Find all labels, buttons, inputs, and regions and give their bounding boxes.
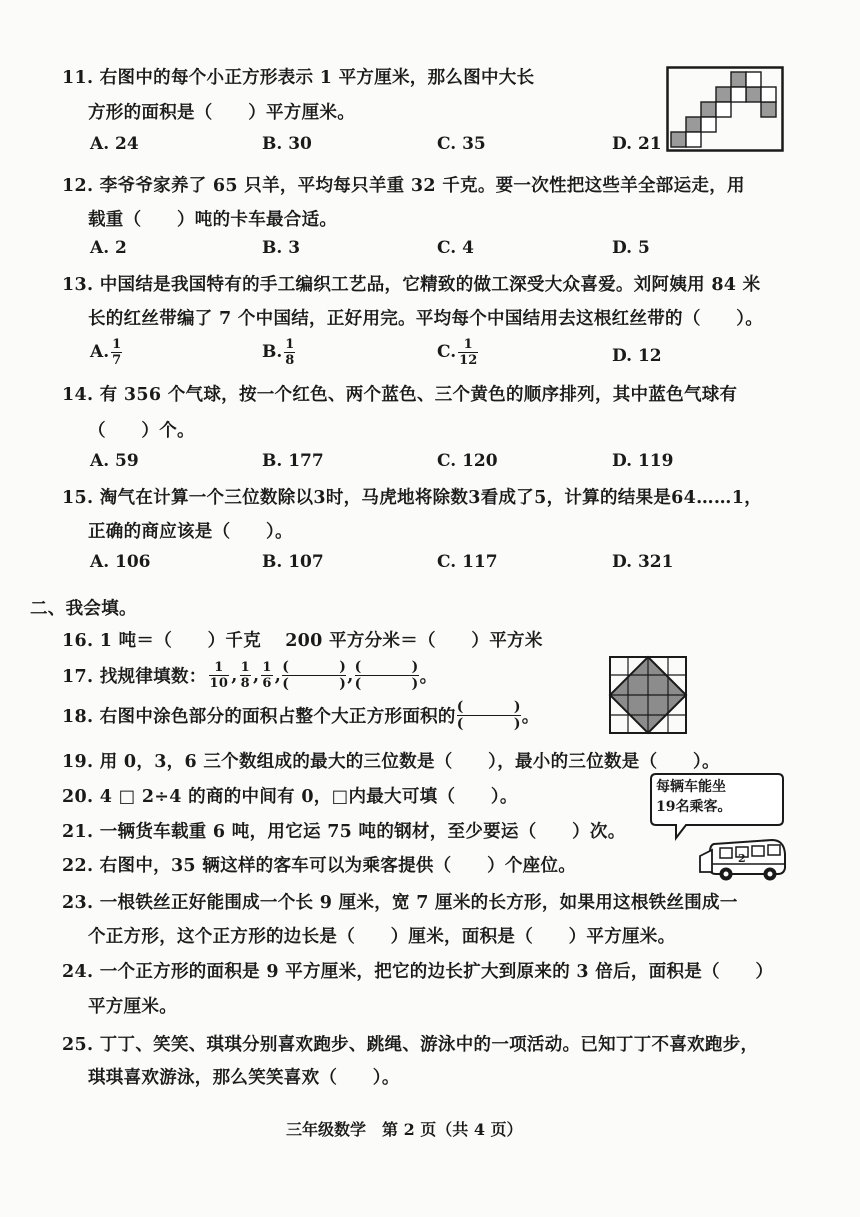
q15-option-b: B. 107 <box>262 552 324 572</box>
q15-option-c: C. 117 <box>437 552 498 572</box>
q13-option-b-label: B. <box>262 342 283 362</box>
q12-line1: 12. 李爷爷家养了 65 只羊，平均每只羊重 32 千克。要一次性把这些羊全部运走，用 <box>62 176 745 196</box>
bus-number: 2 <box>738 852 746 865</box>
fraction-denominator: 10 <box>209 676 229 691</box>
q14-option-c: C. 120 <box>437 451 498 471</box>
fraction-numerator: 1 <box>463 337 473 352</box>
fraction-denominator: 8 <box>285 353 295 368</box>
fraction-numerator: 1 <box>240 660 251 675</box>
fraction-denominator: 6 <box>262 676 272 691</box>
q22-line: 22. 右图中，35 辆这样的客车可以为乘客提供（ ）个座位。 <box>62 856 577 876</box>
q13-option-b-fraction <box>284 338 295 367</box>
q25-line1: 25. 丁丁、笑笑、琪琪分别喜欢跑步、跳绳、游泳中的一项活动。已知丁丁不喜欢跑步， <box>62 1035 759 1055</box>
q14-option-d: D. 119 <box>612 451 674 471</box>
q21-line: 21. 一辆货车载重 6 吨，用它运 75 吨的钢材，至少要运（ ）次。 <box>62 822 626 842</box>
page-footer: 三年级数学 第 2 页（共 4 页） <box>286 1120 523 1139</box>
q17-blank-fraction-2[interactable]: ( ) ( ) <box>354 659 419 692</box>
q11-option-c: C. 35 <box>437 134 486 154</box>
q13-option-c-label: C. <box>437 342 457 362</box>
q17-blank-fraction-1[interactable]: ( ) ( ) <box>282 659 347 692</box>
q15-option-d: D. 321 <box>612 552 674 572</box>
q15-option-a: A. 106 <box>90 552 151 572</box>
fraction-denominator: 8 <box>240 676 251 691</box>
q11-option-d: D. 21 <box>612 134 662 154</box>
q17-line: 17. 找规律填数： $\frac{1}{10}$ , $\frac{1}{8}$ , $\frac{1}{6}$ , ( ) ( ) , ( ) ( ) 。 <box>62 659 438 692</box>
q11-option-b: B. 30 <box>262 134 312 154</box>
bubble-line-1: 每辆车能坐 <box>656 779 726 795</box>
q11-option-a: A. 24 <box>90 134 139 154</box>
fraction-numerator: 1 <box>112 337 122 352</box>
q13-option-a-fraction <box>111 338 122 367</box>
q24-line1: 24. 一个正方形的面积是 9 平方厘米，把它的边长扩大到原来的 3 倍后，面积是（ ） <box>62 962 774 982</box>
section-2-heading: 二、我会填。 <box>30 599 137 619</box>
q18-diamond-grid-figure <box>608 655 688 735</box>
q15-line1: 15. 淘气在计算一个三位数除以3时，马虎地将除数3看成了5，计算的结果是64……1， <box>62 488 762 508</box>
q17-end: 。 <box>419 667 438 687</box>
q20-line: 20. 4 □ 2÷4 的商的中间有 0，□内最大可填（ ）。 <box>62 787 518 807</box>
q13-option-b <box>262 338 297 367</box>
q24-line2: 平方厘米。 <box>88 997 177 1017</box>
q12-option-a: A. 2 <box>90 238 127 258</box>
q23-line2: 个正方形，这个正方形的边长是（ ）厘米，面积是（ ）平方厘米。 <box>88 927 676 947</box>
q13-option-d: D. 12 <box>612 346 662 366</box>
fraction-denominator: 12 <box>459 353 478 368</box>
q13-option-a <box>90 338 124 367</box>
q19-line: 19. 用 0，3，6 三个数组成的最大的三位数是（ ），最小的三位数是（ ）。 <box>62 752 720 772</box>
q13-option-c <box>437 338 480 367</box>
q18-end: 。 <box>521 707 540 727</box>
bubble-line-2: 19名乘客。 <box>656 799 732 815</box>
q12-option-c: C. 4 <box>437 238 474 258</box>
q14-line1: 14. 有 356 个气球，按一个红色、两个蓝色、三个黄色的顺序排列，其中蓝色气球有 <box>62 385 738 405</box>
q11-line1: 11. 右图中的每个小正方形表示 1 平方厘米，那么图中大长 <box>62 68 535 88</box>
q15-line2: 正确的商应该是（ ）。 <box>88 522 293 542</box>
q13-line2: 长的红丝带编了 7 个中国结，正好用完。平均每个中国结用去这根红丝带的（ ）。 <box>88 309 764 329</box>
q12-option-d: D. 5 <box>612 238 650 258</box>
fraction-numerator: 1 <box>214 660 224 675</box>
q18-blank-fraction[interactable]: ( ) ( ) <box>456 699 521 732</box>
q12-line2: 载重（ ）吨的卡车最合适。 <box>88 210 338 230</box>
q17-prefix: 17. 找规律填数： <box>62 667 207 687</box>
q23-line1: 23. 一根铁丝正好能围成一个长 9 厘米，宽 7 厘米的长方形，如果用这根铁丝围成一 <box>62 893 738 913</box>
q14-option-a: A. 59 <box>90 451 139 471</box>
fraction-numerator: 1 <box>285 337 295 352</box>
q14-line2: （ ）个。 <box>88 421 195 441</box>
q11-rectangle-figure <box>666 66 784 152</box>
q17-fraction-1 <box>209 661 230 690</box>
q11-line2: 方形的面积是（ ）平方厘米。 <box>88 103 355 123</box>
q18-prefix: 18. 右图中涂色部分的面积占整个大正方形面积的 <box>62 707 456 727</box>
q13-option-a-label: A. <box>90 342 110 362</box>
q17-fraction-3 <box>261 661 272 690</box>
q17-fraction-2 <box>240 661 251 690</box>
fraction-denominator: 7 <box>112 353 122 368</box>
q12-option-b: B. 3 <box>262 238 301 258</box>
fraction-numerator: 1 <box>262 660 272 675</box>
q16-line: 16. 1 吨＝（ ）千克 200 平方分米＝（ ）平方米 <box>62 631 543 651</box>
q13-line1: 13. 中国结是我国特有的手工编织工艺品，它精致的做工深受大众喜爱。刘阿姨用 84 米 <box>62 275 761 295</box>
q14-option-b: B. 177 <box>262 451 324 471</box>
q18-line <box>62 700 540 731</box>
q13-option-c-fraction <box>458 338 478 367</box>
q25-line2: 琪琪喜欢游泳，那么笑笑喜欢（ ）。 <box>88 1068 400 1088</box>
